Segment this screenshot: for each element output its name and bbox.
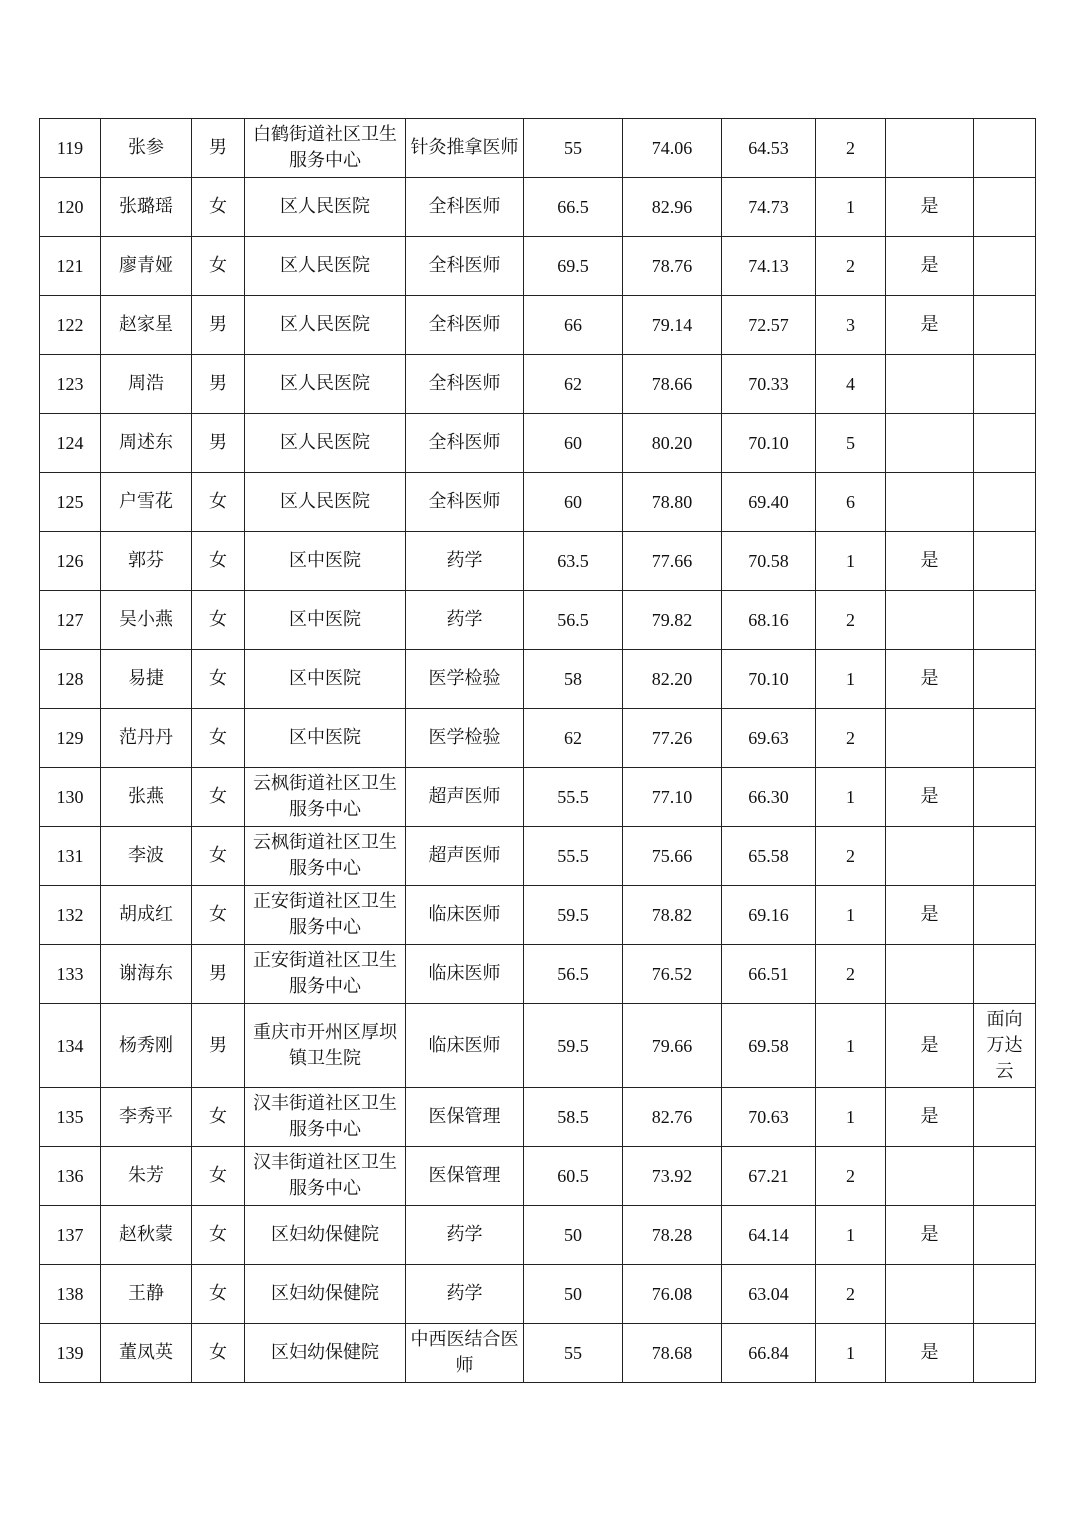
cell-no: 129 [40, 709, 101, 768]
cell-rank: 5 [816, 414, 886, 473]
cell-post: 药学 [406, 1206, 524, 1265]
cell-no: 136 [40, 1147, 101, 1206]
table-row [40, 355, 1036, 414]
cell-written-score: 58 [524, 650, 623, 709]
cell-rank: 1 [816, 1004, 886, 1088]
cell-note [974, 473, 1036, 532]
cell-post: 全科医师 [406, 414, 524, 473]
cell-gender: 男 [192, 355, 245, 414]
cell-medical-exam [886, 473, 974, 532]
cell-note [974, 768, 1036, 827]
cell-total-score: 69.63 [722, 709, 816, 768]
cell-name: 董凤英 [101, 1324, 192, 1383]
table-row [40, 1324, 1036, 1383]
cell-post: 全科医师 [406, 178, 524, 237]
cell-no: 124 [40, 414, 101, 473]
cell-post: 全科医师 [406, 355, 524, 414]
table-row [40, 591, 1036, 650]
cell-gender: 女 [192, 709, 245, 768]
cell-post: 医学检验 [406, 709, 524, 768]
cell-unit: 区中医院 [245, 650, 406, 709]
cell-gender: 女 [192, 886, 245, 945]
cell-rank: 2 [816, 1147, 886, 1206]
cell-no: 120 [40, 178, 101, 237]
cell-medical-exam: 是 [886, 1088, 974, 1147]
cell-written-score: 60.5 [524, 1147, 623, 1206]
cell-post: 针灸推拿医师 [406, 119, 524, 178]
cell-no: 122 [40, 296, 101, 355]
cell-gender: 女 [192, 650, 245, 709]
cell-no: 119 [40, 119, 101, 178]
cell-name: 周浩 [101, 355, 192, 414]
cell-rank: 1 [816, 178, 886, 237]
cell-interview-score: 78.66 [623, 355, 722, 414]
cell-medical-exam: 是 [886, 886, 974, 945]
cell-total-score: 67.21 [722, 1147, 816, 1206]
cell-rank: 4 [816, 355, 886, 414]
cell-post: 临床医师 [406, 1004, 524, 1088]
cell-rank: 2 [816, 827, 886, 886]
cell-post: 中西医结合医师 [406, 1324, 524, 1383]
cell-medical-exam: 是 [886, 237, 974, 296]
cell-written-score: 66.5 [524, 178, 623, 237]
cell-no: 131 [40, 827, 101, 886]
cell-total-score: 74.73 [722, 178, 816, 237]
cell-name: 张璐瑶 [101, 178, 192, 237]
cell-rank: 2 [816, 709, 886, 768]
table-row [40, 827, 1036, 886]
cell-gender: 女 [192, 827, 245, 886]
cell-written-score: 58.5 [524, 1088, 623, 1147]
cell-unit: 区中医院 [245, 591, 406, 650]
cell-note [974, 119, 1036, 178]
cell-written-score: 56.5 [524, 945, 623, 1004]
cell-rank: 2 [816, 1265, 886, 1324]
cell-rank: 1 [816, 650, 886, 709]
cell-note [974, 945, 1036, 1004]
cell-note [974, 1324, 1036, 1383]
cell-written-score: 60 [524, 414, 623, 473]
cell-rank: 1 [816, 532, 886, 591]
cell-interview-score: 82.96 [623, 178, 722, 237]
cell-post: 药学 [406, 591, 524, 650]
cell-interview-score: 77.10 [623, 768, 722, 827]
cell-name: 户雪花 [101, 473, 192, 532]
cell-rank: 1 [816, 768, 886, 827]
cell-unit: 重庆市开州区厚坝镇卫生院 [245, 1004, 406, 1088]
cell-medical-exam: 是 [886, 1004, 974, 1088]
cell-post: 医保管理 [406, 1088, 524, 1147]
cell-gender: 女 [192, 591, 245, 650]
cell-note [974, 237, 1036, 296]
cell-no: 123 [40, 355, 101, 414]
cell-interview-score: 78.80 [623, 473, 722, 532]
cell-medical-exam [886, 709, 974, 768]
cell-total-score: 70.58 [722, 532, 816, 591]
table-row [40, 1088, 1036, 1147]
cell-post: 全科医师 [406, 473, 524, 532]
cell-total-score: 66.30 [722, 768, 816, 827]
cell-no: 132 [40, 886, 101, 945]
cell-medical-exam: 是 [886, 1206, 974, 1265]
cell-interview-score: 77.66 [623, 532, 722, 591]
cell-unit: 区妇幼保健院 [245, 1206, 406, 1265]
cell-total-score: 69.40 [722, 473, 816, 532]
cell-no: 134 [40, 1004, 101, 1088]
cell-name: 李波 [101, 827, 192, 886]
cell-rank: 2 [816, 119, 886, 178]
cell-note [974, 296, 1036, 355]
cell-interview-score: 78.82 [623, 886, 722, 945]
cell-written-score: 60 [524, 473, 623, 532]
cell-gender: 女 [192, 1147, 245, 1206]
cell-interview-score: 78.76 [623, 237, 722, 296]
cell-note [974, 650, 1036, 709]
cell-medical-exam [886, 414, 974, 473]
cell-rank: 1 [816, 1206, 886, 1265]
cell-name: 吴小燕 [101, 591, 192, 650]
cell-name: 朱芳 [101, 1147, 192, 1206]
cell-no: 135 [40, 1088, 101, 1147]
cell-unit: 区中医院 [245, 709, 406, 768]
cell-medical-exam [886, 827, 974, 886]
cell-interview-score: 78.68 [623, 1324, 722, 1383]
cell-name: 赵秋蒙 [101, 1206, 192, 1265]
cell-medical-exam: 是 [886, 178, 974, 237]
cell-name: 郭芬 [101, 532, 192, 591]
cell-written-score: 55.5 [524, 768, 623, 827]
cell-rank: 2 [816, 237, 886, 296]
cell-no: 133 [40, 945, 101, 1004]
cell-note [974, 886, 1036, 945]
cell-post: 临床医师 [406, 945, 524, 1004]
cell-gender: 女 [192, 1324, 245, 1383]
cell-medical-exam: 是 [886, 296, 974, 355]
cell-interview-score: 75.66 [623, 827, 722, 886]
cell-name: 范丹丹 [101, 709, 192, 768]
cell-written-score: 62 [524, 355, 623, 414]
cell-note [974, 1088, 1036, 1147]
cell-no: 130 [40, 768, 101, 827]
cell-unit: 区妇幼保健院 [245, 1324, 406, 1383]
table-row [40, 1147, 1036, 1206]
table-row [40, 1265, 1036, 1324]
cell-interview-score: 76.08 [623, 1265, 722, 1324]
cell-unit: 区人民医院 [245, 178, 406, 237]
table-row [40, 768, 1036, 827]
cell-name: 赵家星 [101, 296, 192, 355]
cell-written-score: 69.5 [524, 237, 623, 296]
cell-rank: 1 [816, 1088, 886, 1147]
cell-note [974, 591, 1036, 650]
cell-no: 126 [40, 532, 101, 591]
table-row [40, 532, 1036, 591]
cell-total-score: 65.58 [722, 827, 816, 886]
table-row [40, 473, 1036, 532]
cell-name: 杨秀刚 [101, 1004, 192, 1088]
cell-unit: 正安街道社区卫生服务中心 [245, 945, 406, 1004]
cell-unit: 云枫街道社区卫生服务中心 [245, 827, 406, 886]
cell-rank: 3 [816, 296, 886, 355]
cell-total-score: 66.51 [722, 945, 816, 1004]
table-row [40, 119, 1036, 178]
cell-gender: 女 [192, 237, 245, 296]
cell-total-score: 69.58 [722, 1004, 816, 1088]
cell-unit: 区人民医院 [245, 296, 406, 355]
cell-total-score: 72.57 [722, 296, 816, 355]
table-row [40, 296, 1036, 355]
cell-interview-score: 76.52 [623, 945, 722, 1004]
cell-written-score: 59.5 [524, 886, 623, 945]
cell-written-score: 50 [524, 1265, 623, 1324]
cell-unit: 区妇幼保健院 [245, 1265, 406, 1324]
cell-note [974, 414, 1036, 473]
cell-total-score: 64.14 [722, 1206, 816, 1265]
cell-unit: 正安街道社区卫生服务中心 [245, 886, 406, 945]
cell-post: 药学 [406, 532, 524, 591]
table-row [40, 1206, 1036, 1265]
cell-total-score: 68.16 [722, 591, 816, 650]
cell-interview-score: 73.92 [623, 1147, 722, 1206]
cell-post: 医学检验 [406, 650, 524, 709]
cell-gender: 女 [192, 532, 245, 591]
cell-rank: 1 [816, 886, 886, 945]
cell-unit: 区人民医院 [245, 237, 406, 296]
cell-total-score: 69.16 [722, 886, 816, 945]
cell-note [974, 1265, 1036, 1324]
cell-name: 易捷 [101, 650, 192, 709]
cell-unit: 白鹤街道社区卫生服务中心 [245, 119, 406, 178]
cell-gender: 女 [192, 178, 245, 237]
cell-written-score: 55.5 [524, 827, 623, 886]
cell-written-score: 55 [524, 1324, 623, 1383]
cell-total-score: 66.84 [722, 1324, 816, 1383]
cell-interview-score: 82.20 [623, 650, 722, 709]
cell-written-score: 66 [524, 296, 623, 355]
cell-name: 李秀平 [101, 1088, 192, 1147]
table-row [40, 1004, 1036, 1088]
cell-gender: 女 [192, 1206, 245, 1265]
cell-unit: 汉丰街道社区卫生服务中心 [245, 1147, 406, 1206]
cell-rank: 2 [816, 945, 886, 1004]
cell-medical-exam: 是 [886, 532, 974, 591]
cell-total-score: 74.13 [722, 237, 816, 296]
cell-note [974, 709, 1036, 768]
cell-post: 全科医师 [406, 296, 524, 355]
cell-total-score: 70.63 [722, 1088, 816, 1147]
score-table [39, 118, 1036, 1383]
cell-interview-score: 74.06 [623, 119, 722, 178]
cell-name: 王静 [101, 1265, 192, 1324]
cell-no: 139 [40, 1324, 101, 1383]
table-row [40, 178, 1036, 237]
cell-gender: 女 [192, 473, 245, 532]
cell-unit: 区人民医院 [245, 414, 406, 473]
cell-name: 张参 [101, 119, 192, 178]
cell-gender: 男 [192, 296, 245, 355]
table-row [40, 945, 1036, 1004]
cell-interview-score: 78.28 [623, 1206, 722, 1265]
table-row [40, 237, 1036, 296]
cell-rank: 1 [816, 1324, 886, 1383]
cell-note [974, 1147, 1036, 1206]
cell-medical-exam [886, 119, 974, 178]
table-body [40, 119, 1036, 1383]
cell-gender: 女 [192, 1088, 245, 1147]
table-row [40, 650, 1036, 709]
cell-gender: 男 [192, 1004, 245, 1088]
cell-no: 137 [40, 1206, 101, 1265]
cell-name: 张燕 [101, 768, 192, 827]
cell-gender: 男 [192, 414, 245, 473]
cell-no: 128 [40, 650, 101, 709]
cell-interview-score: 79.66 [623, 1004, 722, 1088]
cell-written-score: 55 [524, 119, 623, 178]
cell-total-score: 70.33 [722, 355, 816, 414]
cell-interview-score: 80.20 [623, 414, 722, 473]
cell-rank: 6 [816, 473, 886, 532]
cell-medical-exam [886, 1147, 974, 1206]
cell-interview-score: 79.14 [623, 296, 722, 355]
cell-unit: 汉丰街道社区卫生服务中心 [245, 1088, 406, 1147]
cell-written-score: 56.5 [524, 591, 623, 650]
cell-medical-exam: 是 [886, 1324, 974, 1383]
cell-medical-exam: 是 [886, 768, 974, 827]
cell-post: 临床医师 [406, 886, 524, 945]
cell-post: 超声医师 [406, 768, 524, 827]
cell-total-score: 63.04 [722, 1265, 816, 1324]
cell-post: 医保管理 [406, 1147, 524, 1206]
cell-post: 超声医师 [406, 827, 524, 886]
cell-gender: 男 [192, 119, 245, 178]
table-row [40, 886, 1036, 945]
cell-note [974, 1206, 1036, 1265]
cell-medical-exam [886, 1265, 974, 1324]
cell-note [974, 532, 1036, 591]
cell-unit: 区人民医院 [245, 355, 406, 414]
cell-gender: 男 [192, 945, 245, 1004]
cell-name: 周述东 [101, 414, 192, 473]
cell-name: 胡成红 [101, 886, 192, 945]
cell-total-score: 70.10 [722, 650, 816, 709]
cell-written-score: 62 [524, 709, 623, 768]
cell-gender: 女 [192, 1265, 245, 1324]
cell-post: 药学 [406, 1265, 524, 1324]
cell-rank: 2 [816, 591, 886, 650]
cell-name: 谢海东 [101, 945, 192, 1004]
cell-note: 面向万达云 [974, 1004, 1036, 1088]
cell-total-score: 64.53 [722, 119, 816, 178]
cell-medical-exam [886, 591, 974, 650]
cell-interview-score: 77.26 [623, 709, 722, 768]
cell-medical-exam [886, 355, 974, 414]
cell-interview-score: 82.76 [623, 1088, 722, 1147]
cell-unit: 云枫街道社区卫生服务中心 [245, 768, 406, 827]
cell-total-score: 70.10 [722, 414, 816, 473]
cell-unit: 区人民医院 [245, 473, 406, 532]
cell-no: 125 [40, 473, 101, 532]
cell-no: 121 [40, 237, 101, 296]
cell-post: 全科医师 [406, 237, 524, 296]
table-row [40, 414, 1036, 473]
cell-gender: 女 [192, 768, 245, 827]
cell-name: 廖青娅 [101, 237, 192, 296]
cell-written-score: 59.5 [524, 1004, 623, 1088]
cell-medical-exam [886, 945, 974, 1004]
cell-written-score: 63.5 [524, 532, 623, 591]
cell-note [974, 355, 1036, 414]
cell-no: 127 [40, 591, 101, 650]
cell-medical-exam: 是 [886, 650, 974, 709]
cell-no: 138 [40, 1265, 101, 1324]
cell-unit: 区中医院 [245, 532, 406, 591]
cell-note [974, 827, 1036, 886]
cell-note [974, 178, 1036, 237]
table-row [40, 709, 1036, 768]
cell-written-score: 50 [524, 1206, 623, 1265]
cell-interview-score: 79.82 [623, 591, 722, 650]
